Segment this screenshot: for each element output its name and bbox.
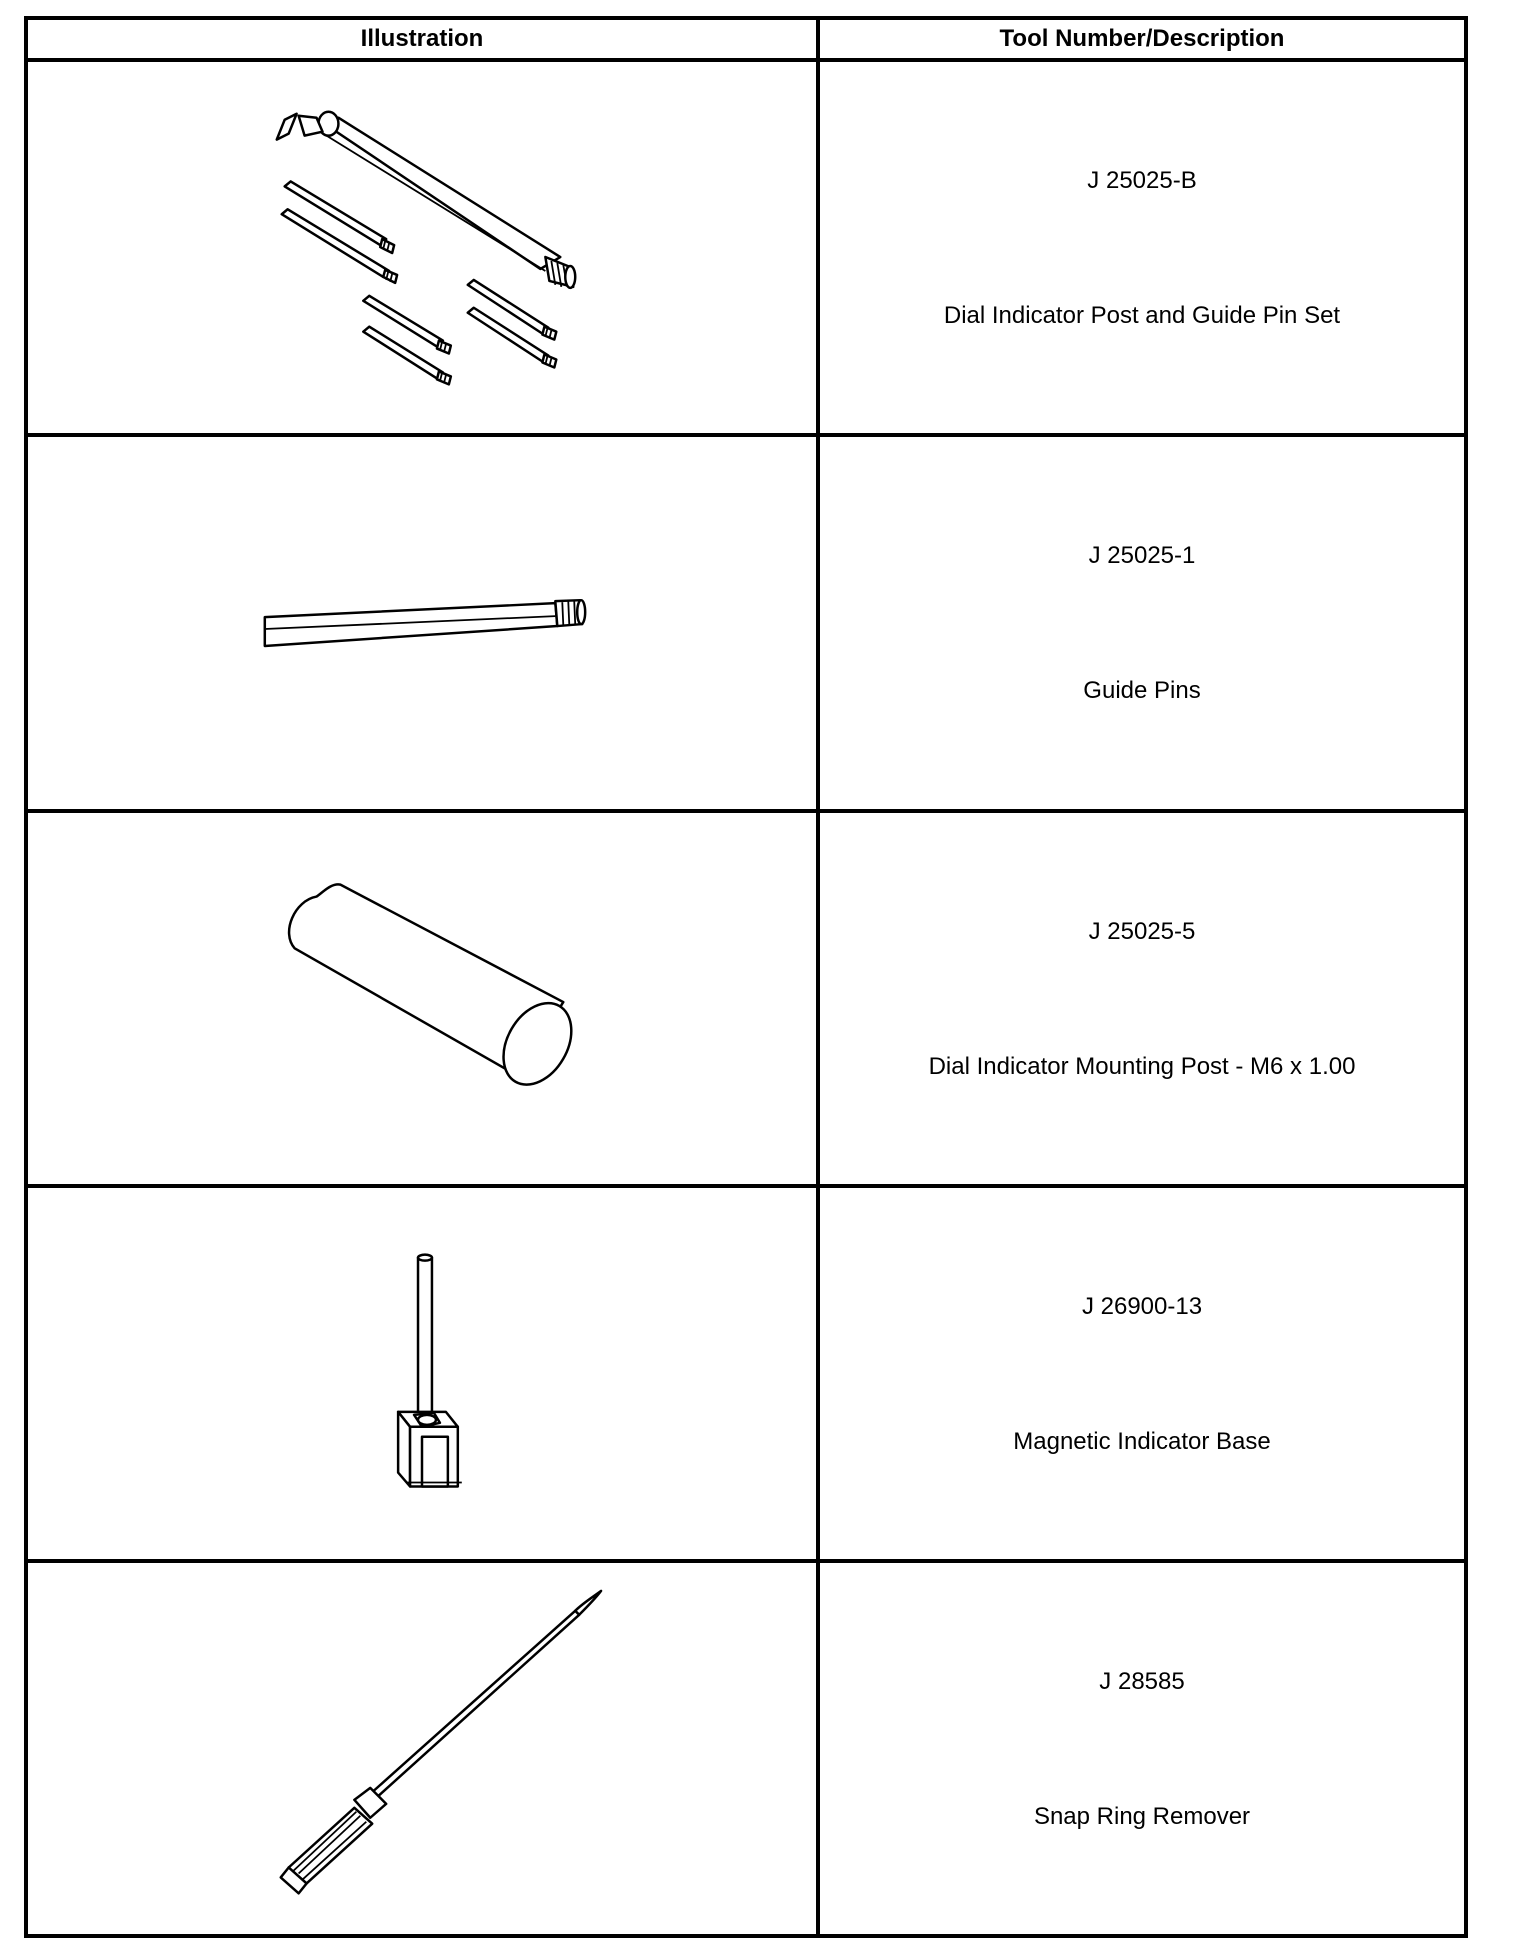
tool-table	[24, 16, 1468, 1938]
illustration-cell	[26, 811, 818, 1186]
tool-description: Dial Indicator Post and Guide Pin Set	[943, 302, 1341, 330]
tool-cell	[818, 1186, 1466, 1561]
tool-description: Dial Indicator Mounting Post - M6 x 1.00	[928, 1052, 1356, 1080]
illustration-cell	[26, 1186, 818, 1561]
tool-description: Snap Ring Remover	[1033, 1802, 1251, 1830]
tool-cell	[818, 60, 1466, 435]
tool-description: Magnetic Indicator Base	[1013, 1427, 1271, 1455]
tool-cell	[818, 1561, 1466, 1936]
guide-pin-icon	[28, 437, 816, 808]
illustration-cell	[26, 1561, 818, 1936]
tool-description: Guide Pins	[1083, 677, 1201, 705]
table-row	[26, 811, 1466, 1186]
dial-indicator-post-and-pin-set-icon	[28, 62, 816, 433]
tool-number: J 26900-13	[1081, 1292, 1203, 1320]
table-row	[26, 1561, 1466, 1936]
snap-ring-remover-icon	[28, 1563, 816, 1934]
tool-number: J 25025-B	[1087, 167, 1197, 195]
tool-header: Tool Number/Description	[818, 18, 1466, 60]
table-row	[26, 60, 1466, 435]
tool-number: J 25025-5	[1088, 917, 1196, 945]
table-row	[26, 1186, 1466, 1561]
mounting-post-icon	[28, 813, 816, 1184]
illustration-cell	[26, 60, 818, 435]
illustration-header: Illustration	[26, 18, 818, 60]
illustration-cell	[26, 435, 818, 810]
tool-cell	[818, 435, 1466, 810]
magnetic-base-icon	[28, 1188, 816, 1559]
table-header-row	[26, 18, 1466, 60]
tool-number: J 28585	[1099, 1667, 1185, 1695]
table-row	[26, 435, 1466, 810]
tool-number: J 25025-1	[1088, 542, 1196, 570]
tool-cell	[818, 811, 1466, 1186]
